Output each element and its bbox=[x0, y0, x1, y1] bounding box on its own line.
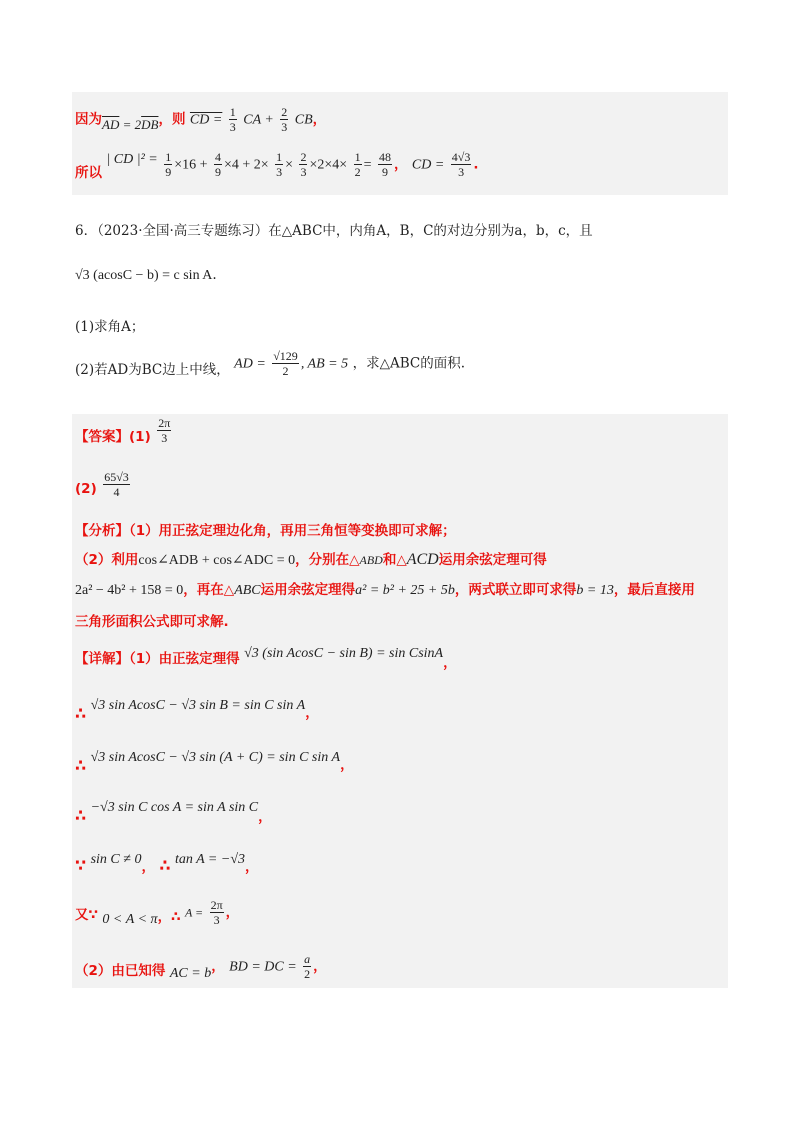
detail-text: ，∴ bbox=[157, 908, 181, 925]
therefore-symbol: ∴ bbox=[159, 856, 171, 875]
comma: ， bbox=[225, 904, 240, 921]
step-formula: −√3 sin C cos A = sin A sin C bbox=[90, 800, 259, 815]
comma: ， bbox=[258, 809, 272, 825]
comma: ， bbox=[211, 958, 225, 975]
frac-1-9: $\frac{1}{9}$ bbox=[165, 150, 172, 179]
term: ×2×4× bbox=[309, 157, 348, 173]
text-so: 所以 bbox=[75, 164, 102, 181]
modulus-line bbox=[75, 150, 479, 186]
cd-vector: CD = bbox=[189, 112, 223, 128]
ab-length: , AB = 5 bbox=[300, 356, 349, 372]
ca-vector: CA + bbox=[243, 112, 274, 128]
question-part-2 bbox=[75, 349, 465, 385]
comma: ， bbox=[443, 655, 457, 671]
triangle-abc: ABC bbox=[234, 583, 261, 598]
answer-frac-65root3-4: $\frac{65√3}{4}$ bbox=[104, 470, 129, 499]
frac-2-3: $\frac{2}{3}$ bbox=[281, 105, 288, 134]
cd-length: CD = bbox=[411, 157, 445, 173]
angle-a-eq: A = bbox=[184, 905, 204, 920]
cd-modulus: | CD |² = bbox=[106, 151, 158, 167]
vector-equation: $\overline{AD} = 2\overline{DB}$ bbox=[102, 116, 159, 132]
part2-ask: ，求△ABC的面积. bbox=[352, 355, 466, 372]
step-formula: √3 sin AcosC − √3 sin B = sin C sin A bbox=[90, 698, 306, 713]
ad-length: AD = bbox=[234, 356, 266, 372]
frac-48-9: $\frac{48}{9}$ bbox=[378, 150, 391, 179]
analysis-text: ，两式联立即可求得 bbox=[454, 582, 577, 598]
detail-line-5 bbox=[75, 848, 259, 878]
tan-a-value: tan A = −√3 bbox=[175, 852, 246, 867]
therefore-symbol: ∴ bbox=[75, 704, 87, 723]
condition-formula: √3 (acosC − b) = c sin A bbox=[75, 268, 213, 283]
cb-vector: CB bbox=[294, 112, 313, 128]
comma: ， bbox=[305, 705, 319, 721]
frac-4-9: $\frac{4}{9}$ bbox=[214, 150, 221, 179]
triangle-acd: ACD bbox=[406, 551, 439, 568]
term: ×4 + 2× bbox=[223, 157, 269, 173]
detail-line-6 bbox=[75, 898, 239, 934]
equation-1: 2a² − 4b² + 158 = 0 bbox=[75, 583, 184, 598]
period: . bbox=[473, 156, 479, 173]
detail-text: （1）由正弦定理得 bbox=[129, 651, 240, 667]
analysis-line-1 bbox=[75, 521, 456, 541]
analysis-text: 和△ bbox=[382, 552, 407, 568]
frac-2pi-3: $\frac{2\pi}{3}$ bbox=[210, 898, 223, 927]
equation-2: a² = b² + 25 + 5b bbox=[355, 583, 455, 598]
therefore-symbol: ∴ bbox=[75, 806, 87, 825]
comma: ， bbox=[312, 111, 327, 128]
comma: ， bbox=[393, 156, 408, 173]
comma: ， bbox=[245, 859, 259, 875]
frac-root129-2: $\frac{√129}{2}$ bbox=[273, 349, 298, 378]
therefore-symbol: ∴ bbox=[75, 756, 87, 775]
term: ×16 + bbox=[174, 157, 208, 173]
problem-condition bbox=[75, 265, 217, 286]
detail-text: 又∵ bbox=[75, 906, 98, 923]
text-because: 因为 bbox=[75, 111, 102, 128]
comma: ， bbox=[340, 757, 354, 773]
comma: ， bbox=[313, 958, 327, 975]
analysis-line-3 bbox=[75, 580, 695, 601]
frac-1-2: $\frac{1}{2}$ bbox=[354, 150, 361, 179]
analysis-text: 运用余弦定理可得 bbox=[438, 552, 547, 568]
frac-1-3: $\frac{1}{3}$ bbox=[229, 105, 236, 134]
frac-a-2: $\frac{a}{2}$ bbox=[304, 952, 311, 981]
analysis-text: （1）用正弦定理边化角，再用三角恒等变换即可求解； bbox=[129, 523, 456, 539]
analysis-line-4: 三角形面积公式即可求解. bbox=[75, 614, 229, 630]
analysis-text: （2）利用 bbox=[75, 552, 139, 568]
comma: ， bbox=[141, 859, 155, 875]
answer-line-2 bbox=[75, 470, 132, 508]
because-symbol: ∵ bbox=[75, 856, 87, 875]
term: × bbox=[285, 157, 293, 173]
analysis-line-2 bbox=[75, 550, 547, 571]
detail-line-4 bbox=[75, 796, 272, 826]
ac-eq-b: AC = b bbox=[169, 965, 212, 981]
analysis-text: ，分别在△ bbox=[295, 552, 360, 568]
vector-line bbox=[75, 105, 327, 134]
step-formula: √3 sin AcosC − √3 sin (A + C) = sin C sin A bbox=[90, 750, 341, 765]
b-value: b = 13 bbox=[576, 583, 614, 598]
sine-law-formula: √3 (sin AcosC − sin B) = sin CsinA bbox=[244, 646, 444, 661]
detail-line-1 bbox=[75, 643, 457, 673]
detail-line-2 bbox=[75, 694, 319, 724]
answer-frac-2pi-3: $\frac{2\pi}{3}$ bbox=[158, 416, 171, 445]
sinc-nonzero: sin C ≠ 0 bbox=[90, 852, 142, 867]
frac-4root3-3: $\frac{4√3}{3}$ bbox=[451, 150, 471, 179]
angle-range: 0 < A < π bbox=[102, 911, 158, 927]
problem-header: 6．（2023·全国·高三专题练习）在△ABC中，内角A，B，C的对边分别为a，b，c，且 bbox=[75, 223, 593, 239]
triangle-abd: ABD bbox=[359, 553, 383, 567]
detail-text: （2）由已知得 bbox=[75, 962, 166, 979]
analysis-text: 运用余弦定理得 bbox=[260, 582, 356, 598]
part2-text: (2)若AD为BC边上中线， bbox=[75, 361, 230, 378]
question-part-1: (1)求角A； bbox=[75, 319, 145, 335]
analysis-text: ，最后直接用 bbox=[613, 582, 695, 598]
analysis-label: 【分析】 bbox=[75, 523, 129, 539]
frac-2-3: $\frac{2}{3}$ bbox=[300, 150, 307, 179]
detail-line-7 bbox=[75, 952, 327, 988]
cos-sum-formula: cos∠ADB + cos∠ADC = 0 bbox=[138, 553, 296, 568]
midpoint-eq: BD = DC = bbox=[229, 959, 297, 975]
analysis-text: ，再在△ bbox=[183, 582, 235, 598]
answer-label: 【答案】(1) bbox=[75, 428, 151, 445]
text-then: ，则 bbox=[158, 111, 186, 128]
detail-label: 【详解】 bbox=[75, 651, 129, 667]
answer-line-1 bbox=[75, 416, 173, 454]
detail-line-3 bbox=[75, 746, 354, 776]
term: = bbox=[363, 157, 372, 173]
answer-part2-label: (2) bbox=[75, 480, 97, 497]
period: . bbox=[212, 267, 217, 283]
frac-1-3: $\frac{1}{3}$ bbox=[276, 150, 283, 179]
